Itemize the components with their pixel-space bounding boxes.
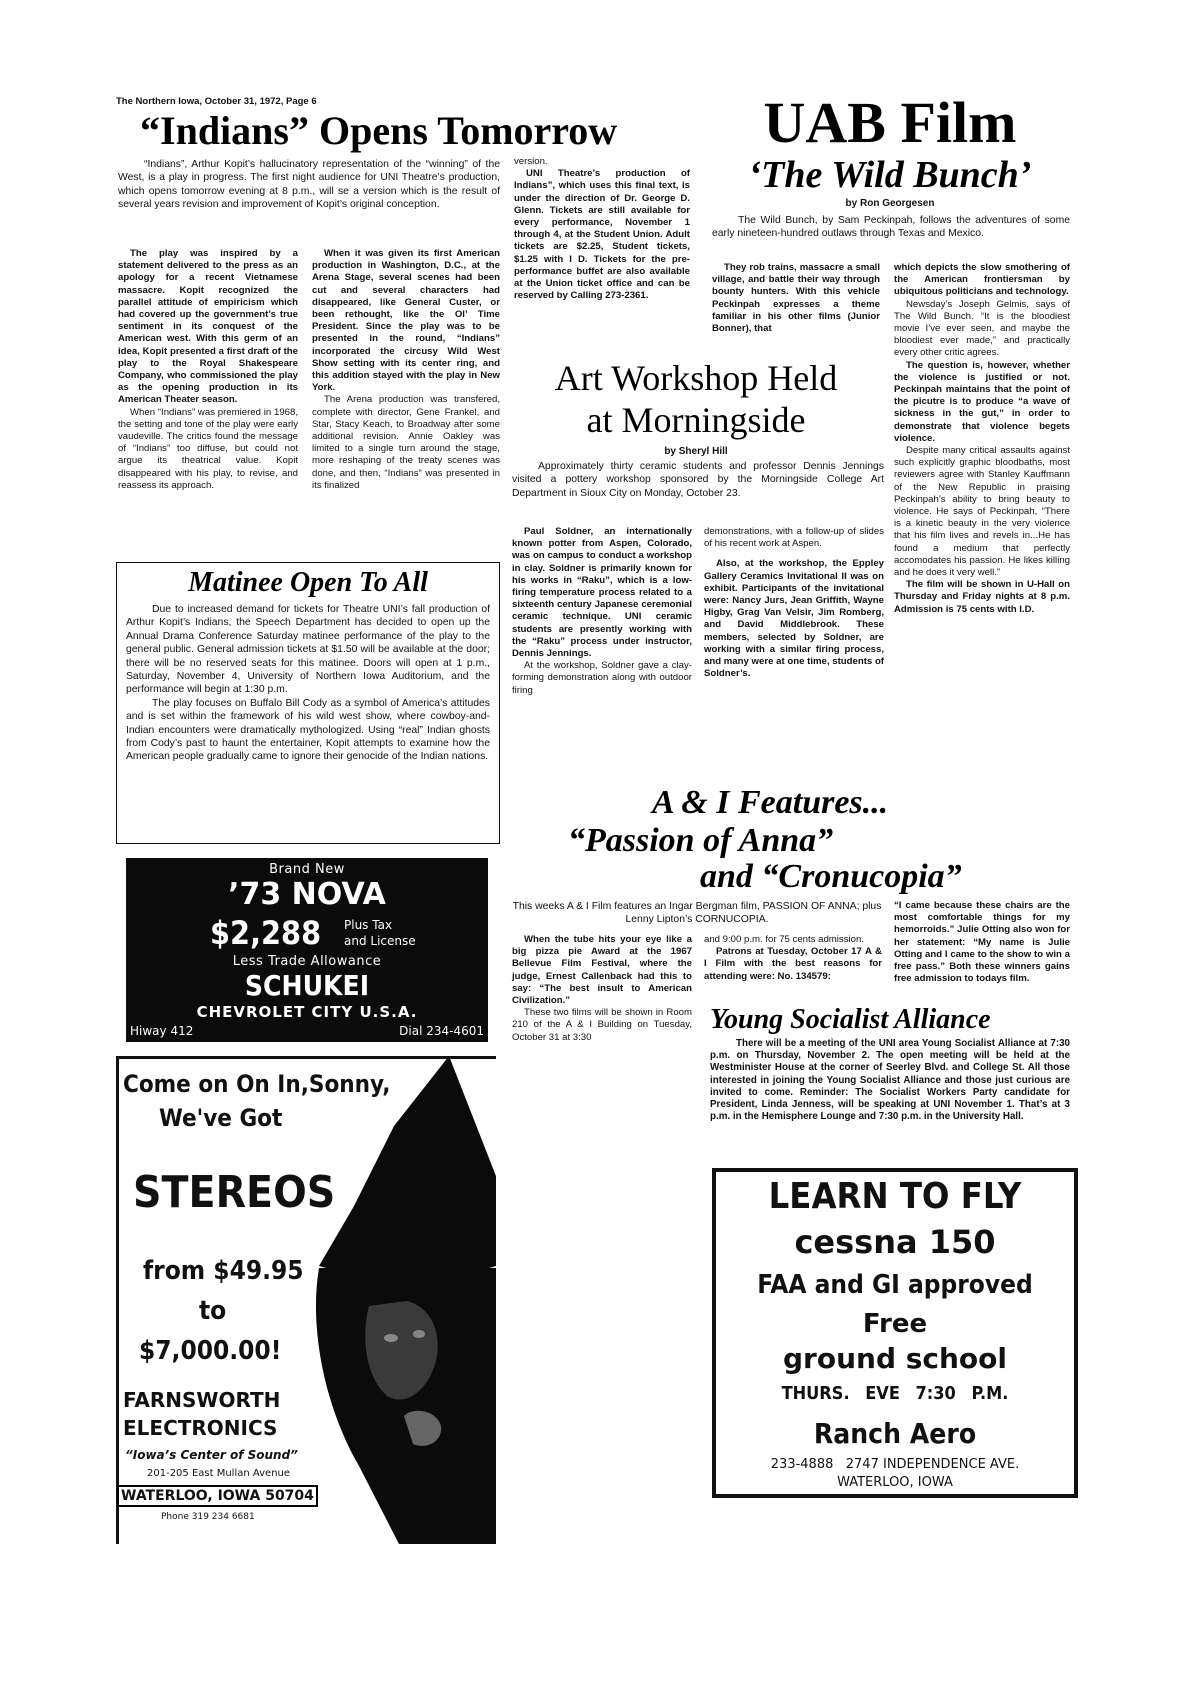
indians-col2-p2: The Arena production was transfered, complete with director, Gene Frankel, and Star, Stacy Keach, to Broadway after some additional revision. Annie Oakley was limited to a single turn around the stage, more reshaping of the treaty scenes was done, and then, “Indians” was presented in its finalized xyxy=(312,394,500,491)
ai-column-2 xyxy=(704,934,882,983)
uab-headline: ‘The Wild Bunch’ xyxy=(748,154,1032,196)
fly-ad[interactable] xyxy=(712,1168,1078,1498)
matinee-box xyxy=(116,562,500,844)
art-col1-p2: At the workshop, Soldner gave a clay-forming demonstration along with outdoor firing xyxy=(512,660,692,696)
fly-line6: THURS. EVE 7:30 P.M. xyxy=(781,1383,1009,1404)
indians-column-2 xyxy=(312,248,500,492)
ai-headline-line2: “Passion of Anna” xyxy=(568,822,834,859)
art-headline-line2: at Morningside xyxy=(586,400,806,440)
fly-line4: Free xyxy=(862,1309,928,1339)
matinee-headline: Matinee Open To All xyxy=(188,567,428,598)
indians-intro: “Indians”, Arthur Kopit’s hallucinatory representation of the “winning” of the West, is a play in progress. The first night audience for UNI Theatre’s production, which opens tomorrow evening at 8 p.m., will se a version which is the result of several years revision and improvement of Kopit’s original conception. xyxy=(118,159,500,211)
uab-byline: by Ron Georgesen xyxy=(845,198,935,209)
art-headline-line1: Art Workshop Held xyxy=(554,358,838,398)
fly-company: Ranch Aero xyxy=(813,1417,977,1450)
stereo-address: 201-205 East Mullan Avenue xyxy=(147,1468,291,1479)
uab-intro: The Wild Bunch, by Sam Peckinpah, follows the adventures of some early nineteen-hundred outlaws through Texas and Mexico. xyxy=(712,215,1070,240)
fly-line1: LEARN TO FLY xyxy=(768,1176,1022,1217)
stereo-line1: Come on On In,Sonny, xyxy=(123,1070,391,1098)
matinee-p2: The play focuses on Buffalo Bill Cody as a symbol of America’s attitudes and is set within the framework of his wild west show, where cowboy-and-Indian encounters were dramatically mythologized. Using “real” Indian ghosts from Cody’s past to haunt the entertainer, Kopit attempts to examine how the American people gradually came to ignore their genocide of the Indian nations. xyxy=(126,697,490,763)
indians-column-3 xyxy=(514,156,690,302)
nova-price: $2,288 xyxy=(210,914,322,952)
stereo-to: to xyxy=(199,1296,227,1326)
uab-col2-p5: The film will be shown in U-Hall on Thursday and Friday nights at 8 p.m. Admission is 75 cents with I.D. xyxy=(894,579,1070,615)
indians-headline: “Indians” Opens Tomorrow xyxy=(140,108,618,153)
ai-headline-line1: A & I Features... xyxy=(652,784,889,821)
ai-col2-p1: and 9:00 p.m. for 75 cents admission. xyxy=(704,934,864,945)
indians-col1-p1: The play was inspired by a statement delivered to the press as an apology for a recent Vietnamese massacre. Kopit recognized the parallel attitude of empiricism which had covered up the government’s true sentiment in its conquest of the American west. With this germ of an idea, Kopit presented a first draft of the play to the Royal Shakespeare Company, who commissioned the play as the opening production in its American Theater season. xyxy=(118,248,298,406)
ysa-body: There will be a meeting of the UNI area Young Socialist Alliance at 7:30 p.m. on Thursday, November 2. The open meeting will be held at the Westminister House at the corner of Seerley Blvd. and College St. All those interested in joining the Young Socialist Alliance and those just curious are invited to come. Reminder: The Socialist Workers Party candidate for President, Linda Jenness, will be speaking at UNI November 1. That’s at 3 p.m. in the Hemisphere Lounge and 7:30 p.m. in the University Hall. xyxy=(710,1038,1070,1123)
art-column-1 xyxy=(512,526,692,697)
uab-kicker: UAB Film xyxy=(763,90,1017,155)
nova-tax-line2: and License xyxy=(344,934,416,948)
uab-column-1 xyxy=(712,262,880,335)
uab-col1-p1: They rob trains, massacre a small village, and battle their way through bounty hunters. With this vehicle Peckinpah expresses a theme familiar in his other films (Junior Bonner), that xyxy=(712,262,880,335)
art-intro: Approximately thirty ceramic students and professor Dennis Jennings visited a pottery workshop sponsored by the Morningside College Art Department in Sioux City on Monday, October 23. xyxy=(512,461,884,499)
stereo-stereos: STEREOS xyxy=(133,1167,336,1218)
uab-col2-p3: The question is, however, whether the violence is justified or not. Peckinpah maintains that the point of the picutre is to produce “a wave of sickness in the gut,” in order to demonstrate that violence begets violence. xyxy=(894,359,1070,444)
indians-column-1 xyxy=(118,248,298,492)
stereo-store-line2: ELECTRONICS xyxy=(123,1416,278,1440)
nova-model: ’73 NOVA xyxy=(228,877,386,912)
nova-hiway: Hiway 412 xyxy=(130,1024,194,1038)
fly-line2: cessna 150 xyxy=(794,1223,996,1261)
art-column-2 xyxy=(704,526,884,680)
indians-col3-p0: version. xyxy=(514,156,548,167)
ai-col3-p1: “I came because these chairs are the most comfortable things for my hemorroids.” Julie Otting also won for her statement: “My name is Julie Otting and I came to the show to win a free pass.” Both these winners gains free admission to todays film. xyxy=(894,900,1070,985)
nova-ad[interactable] xyxy=(126,858,488,1042)
indians-col3-p1: UNI Theatre’s production of Indians”, which uses this final text, is under the direction of Dr. George D. Glenn. Tickets are still available for every performance, November 1 through 4, at the Student Union. Adult tickets are $2.25, Student tickets, $1.25 with I D. Tickets for the pre-performance buffet are also available at the Union ticket office and can be reserved by Calling 273-2361. xyxy=(514,168,690,302)
uab-col2-p2: Newsday’s Joseph Gelmis, says of The Wild Bunch. “It is the bloodiest movie I’ve ever seen, and maybe the bloodiest ever made,” and practically every other critic agrees. xyxy=(894,298,1070,359)
art-col2-p1: demonstrations, with a follow-up of slides of his recent work at Aspen. xyxy=(704,526,884,550)
nova-brand-new: Brand New xyxy=(269,862,345,877)
witch-eye xyxy=(413,1330,425,1338)
nova-tax-line1: Plus Tax xyxy=(344,918,393,932)
fly-line3: FAA and GI approved xyxy=(757,1270,1033,1300)
fly-address: 233-4888 2747 INDEPENDENCE AVE. xyxy=(770,1457,1020,1472)
stereo-slogan: “Iowa’s Center of Sound” xyxy=(125,1448,298,1462)
masthead-line: The Northern Iowa, October 31, 1972, Page 6 xyxy=(116,96,317,107)
indians-col2-p1: When it was given its first American production in Washington, D.C., at the Arena Stage, several scenes had been cut and several characters had disappeared, like General Custer, or been rethought, like the Ol’ Time President. Since the play was to be presented in the round, “Indians” incorporated the circusy Wild West Show setting with its center ring, and this addition stayed with the play in New York. xyxy=(312,248,500,394)
art-col2-p2: Also, at the workshop, the Eppley Gallery Ceramics Invitational II was on exhibit. Participants of the invitational were: Nancy Jurs, Jean Griffith, Wayne Higby, Grag Van Velsir, Jim Romberg, and David Middlebrook. These members, selected by Soldner, are working with a similar firing process, and many were at one time, students of Soldner’s. xyxy=(704,558,884,680)
ai-headline-line3: and “Cronucopia” xyxy=(700,858,962,895)
ai-col1-p1: When the tube hits your eye like a big pizza pie Award at the 1967 Bellevue Film Festival, where the judge, Ernest Callenback had this to say: “The best insult to American Civilization.” xyxy=(512,934,692,1007)
ai-col1-p2: These two films will be shown in Room 210 of the A & I Building on Tuesday, October 31 at 3:30 xyxy=(512,1007,692,1043)
ai-col2-p2: Patrons at Tuesday, October 17 A & I Film with the best reasons for attending were: No. 134579: xyxy=(704,946,882,982)
nova-trade: Less Trade Allowance xyxy=(232,954,382,969)
ai-intro: This weeks A & I Film features an Ingar Bergman film, PASSION OF ANNA; plus Lenny Lipton’s CORNUCOPIA. xyxy=(512,901,882,926)
stereo-line2: We've Got xyxy=(159,1104,283,1132)
fly-city: WATERLOO, IOWA xyxy=(837,1475,953,1490)
ysa-headline: Young Socialist Alliance xyxy=(710,1004,991,1035)
nova-city: CHEVROLET CITY U.S.A. xyxy=(196,1003,418,1021)
ai-column-3 xyxy=(894,900,1070,985)
stereo-ad[interactable] xyxy=(116,1056,496,1544)
art-byline: by Sheryl Hill xyxy=(664,446,728,457)
uab-column-2 xyxy=(894,262,1070,616)
witch-illustration xyxy=(299,1056,496,1544)
stereo-store-line1: FARNSWORTH xyxy=(123,1388,281,1412)
nova-dial: Dial 234-4601 xyxy=(399,1024,484,1038)
art-col1-p1: Paul Soldner, an internationally known potter from Aspen, Colorado, was on campus to conduct a workshop in clay. Soldner is primarily known for his works in “Raku”, which is a low-firing temperature process related to a sixteenth century Japanese ceremonial ceramic technique. UNI ceramic students are presently working with the “Raku” process under instructor, Dennis Jennings. xyxy=(512,526,692,660)
nova-dealer: SCHUKEI xyxy=(244,969,370,1002)
stereo-phone: Phone 319 234 6681 xyxy=(161,1512,255,1522)
uab-col2-p1: which depicts the slow smothering of the American frontiersman by ubiquitous politicians and technology. xyxy=(894,262,1070,298)
fly-line5: ground school xyxy=(782,1342,1007,1375)
ai-column-1 xyxy=(512,934,692,1044)
uab-col2-p4: Despite many critical assaults against such explicitly graphic bloodbaths, most reviewers agree with Stanley Kauffmann of the New Republic in praising Peckinpah’s ability to bring beauty to violence. He says of Peckinpah, “There is a kinetic beauty in the very violence that his film lives and revels in...He has found a medium that perfectly accomodates his passion. He likes killing and he does it very well.” xyxy=(894,445,1070,579)
witch-eye xyxy=(384,1334,398,1342)
stereo-city: WATERLOO, IOWA 50704 xyxy=(117,1485,318,1507)
stereo-max: $7,000.00! xyxy=(139,1336,282,1366)
indians-col1-p2: When “Indians” was premiered in 1968, the setting and tone of the play were early vaudeville. The critics found the message of “Indians” too diffuse, but could not argue its theatrical value. Kopit disappeared with his play, to revise, and reassess its approach. xyxy=(118,406,298,491)
stereo-from: from $49.95 xyxy=(143,1256,304,1286)
matinee-p1: Due to increased demand for tickets for Theatre UNI’s fall production of Arthur Kopit’s Indians, the Speech Department has decided to open up the Annual Drama Conference Saturday matinee performance of the play to the general public. General admission tickets at $1.50 will be available at the door; there will be no reserved seats for this matinee. Doors will open at 1 p.m., Saturday, November 4, University of Northern Iowa Auditorium, and the performance will begin at 1:30 p.m. xyxy=(126,604,490,696)
